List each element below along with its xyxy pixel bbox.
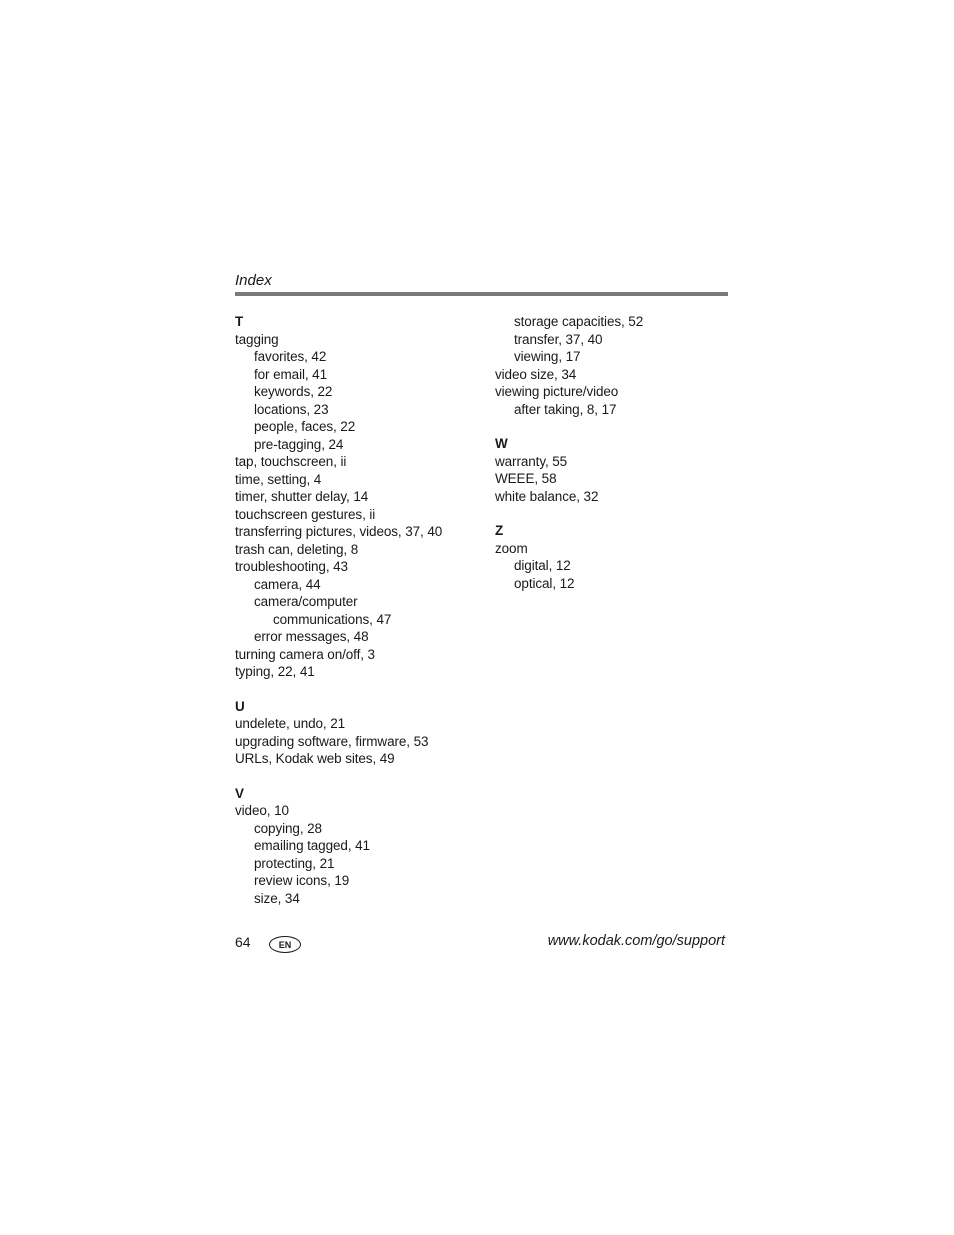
index-entry-list [235,802,485,907]
index-entry-list [235,715,485,768]
index-entry: video, 10 [235,803,289,818]
index-entry: tap, touchscreen, ii [235,454,347,469]
index-entry: warranty, 55 [495,453,568,469]
index-entry: video size, 34 [495,366,577,382]
index-entry: URLs, Kodak web sites, 49 [235,751,395,766]
index-letter-heading: U [235,698,245,714]
index-column-right [495,313,745,609]
index-entry-list [495,313,745,418]
index-section [495,313,745,418]
index-entry-list [495,453,745,506]
index-subentry: viewing, 17 [514,349,581,364]
page-header-title: Index [235,272,272,289]
index-entry: trash can, deleting, 8 [235,541,359,557]
index-entry: viewing picture/video [495,384,619,399]
index-entry: turning camera on/off, 3 [235,646,375,662]
index-section [495,435,745,505]
index-subentry: favorites, 42 [254,349,327,364]
index-entry: troubleshooting, 43 [235,559,348,574]
index-subentry: optical, 12 [514,575,575,591]
index-entry: undelete, undo, 21 [235,716,346,731]
index-subentry: communications, 47 [273,611,392,627]
index-subentry: camera, 44 [254,576,321,592]
index-subentry: after taking, 8, 17 [514,401,617,417]
header-rule [235,292,728,296]
index-subentry: storage capacities, 52 [514,314,644,329]
index-entry: transferring pictures, videos, 37, 40 [235,524,443,539]
index-entry: timer, shutter delay, 14 [235,489,369,504]
index-entry: upgrading software, firmware, 53 [235,733,429,749]
index-letter-heading: T [235,314,244,329]
index-subentry: review icons, 19 [254,873,350,888]
index-section [235,313,485,681]
language-badge: EN [269,936,301,953]
index-letter-heading: W [495,436,508,451]
index-entry: tagging [235,331,279,347]
index-section [495,522,745,592]
index-entry: zoom [495,540,528,556]
index-subentry: digital, 12 [514,558,571,573]
index-subentry: keywords, 22 [254,384,333,399]
index-entry: touchscreen gestures, ii [235,506,376,522]
page-number: 64 [235,934,251,950]
index-subentry: error messages, 48 [254,629,369,644]
support-url[interactable]: www.kodak.com/go/support [547,933,725,949]
index-subentry: size, 34 [254,890,300,906]
index-subentry: camera/computer [254,594,358,609]
index-column-left [235,313,485,924]
index-entry-list [495,540,745,593]
index-subentry: emailing tagged, 41 [254,838,370,853]
index-section [235,785,485,908]
index-subentry: copying, 28 [254,820,322,836]
index-subentry: protecting, 21 [254,855,335,871]
index-section [235,698,485,768]
index-entry: WEEE, 58 [495,471,557,486]
index-letter-heading: Z [495,523,504,538]
index-entry: time, setting, 4 [235,471,322,487]
index-entry-list [235,331,485,681]
index-subentry: for email, 41 [254,366,327,382]
index-subentry: transfer, 37, 40 [514,331,603,347]
index-entry: white balance, 32 [495,488,599,504]
index-letter-heading: V [235,785,245,801]
index-subentry: locations, 23 [254,401,329,417]
index-subentry: pre-tagging, 24 [254,436,344,452]
index-entry: typing, 22, 41 [235,664,315,679]
index-subentry: people, faces, 22 [254,419,356,434]
